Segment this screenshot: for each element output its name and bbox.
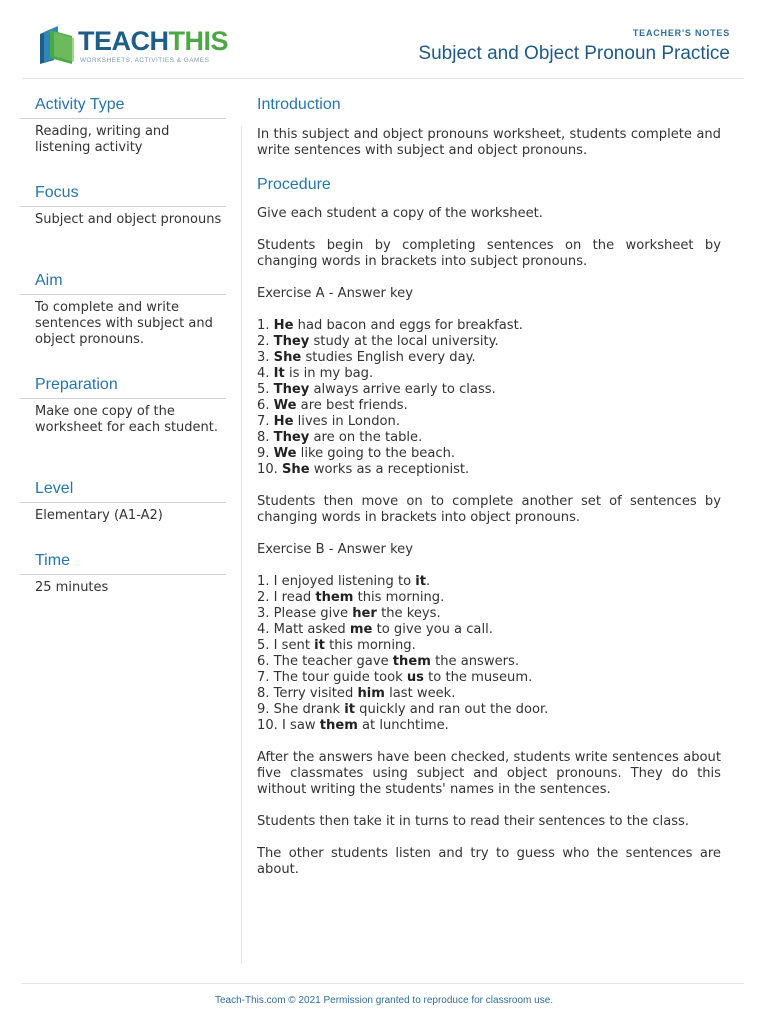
answer-item: 6. We are best friends. [257, 398, 408, 413]
info-sidebar [20, 92, 226, 608]
introduction-heading: Introduction [257, 96, 341, 113]
sidebar-heading: Activity Type [35, 96, 125, 113]
answer-item: 9. We like going to the beach. [257, 446, 456, 461]
footer-divider [22, 983, 744, 984]
sidebar-text: Subject and object pronouns [35, 212, 222, 227]
main-content [257, 92, 721, 878]
procedure-step-3: Students then move on to complete another set of sentences by changing words in brackets into object pronouns. [257, 494, 721, 525]
sidebar-text: Elementary (A1-A2) [35, 508, 163, 523]
answer-item: 7. The tour guide took us to the museum. [257, 670, 533, 685]
sidebar-heading: Focus [35, 184, 79, 201]
answer-item: 1. He had bacon and eggs for breakfast. [257, 318, 523, 333]
teachers-notes-label: TEACHER'S NOTES [632, 28, 730, 38]
sidebar-focus [20, 180, 226, 268]
answer-item: 4. Matt asked me to give you a call. [257, 622, 493, 637]
answer-item: 3. She studies English every day. [257, 350, 476, 365]
answer-item: 5. They always arrive early to class. [257, 382, 496, 397]
procedure-step-2: Students begin by completing sentences on the worksheet by changing words in brackets into subject pronouns. [257, 238, 721, 269]
logo-teach: TEACH [78, 26, 169, 56]
procedure-step-4: After the answers have been checked, students write sentences about five classmates using subject and object pronouns. They do this without writing the students' names in the sentences. [257, 750, 721, 797]
procedure-heading: Procedure [257, 176, 331, 193]
answer-item: 7. He lives in London. [257, 414, 400, 429]
answer-item: 4. It is in my bag. [257, 366, 374, 381]
book-icon [36, 26, 76, 66]
sidebar-time [20, 548, 226, 608]
page-title: Subject and Object Pronoun Practice [418, 43, 730, 64]
answer-item: 8. Terry visited him last week. [257, 686, 456, 701]
sidebar-text: To complete and write sentences with subject and object pronouns. [35, 300, 213, 347]
answer-item: 10. She works as a receptionist. [257, 462, 470, 477]
sidebar-text: Reading, writing and listening activity [35, 124, 170, 155]
copyright-footer: Teach-This.com © 2021 Permission granted to reproduce for classroom use. [214, 995, 554, 1006]
sidebar-heading: Aim [35, 272, 63, 289]
exercise-b-answers [257, 574, 721, 734]
sidebar-heading: Level [35, 480, 74, 497]
exercise-a-answers [257, 318, 721, 478]
logo-wordmark [78, 26, 228, 56]
answer-item: 2. They study at the local university. [257, 334, 499, 349]
exercise-a-label: Exercise A - Answer key [257, 286, 413, 301]
sidebar-heading: Preparation [35, 376, 118, 393]
header-divider [22, 78, 744, 79]
procedure-step-1: Give each student a copy of the worksheet. [257, 206, 543, 221]
sidebar-text: Make one copy of the worksheet for each student. [35, 404, 219, 435]
answer-item: 9. She drank it quickly and ran out the door. [257, 702, 549, 717]
column-divider [241, 126, 242, 964]
answer-item: 3. Please give her the keys. [257, 606, 441, 621]
logo-tagline: WORKSHEETS, ACTIVITIES & GAMES [80, 57, 210, 64]
sidebar-aim [20, 268, 226, 372]
answer-item: 2. I read them this morning. [257, 590, 445, 605]
procedure-step-5: Students then take it in turns to read their sentences to the class. [257, 814, 690, 829]
teach-this-logo [36, 24, 236, 70]
procedure-step-6: The other students listen and try to guess who the sentences are about. [257, 846, 721, 877]
answer-item: 5. I sent it this morning. [257, 638, 416, 653]
sidebar-text: 25 minutes [35, 580, 109, 595]
answer-item: 1. I enjoyed listening to it. [257, 574, 431, 589]
answer-item: 6. The teacher gave them the answers. [257, 654, 519, 669]
answer-item: 10. I saw them at lunchtime. [257, 718, 449, 733]
exercise-b-label: Exercise B - Answer key [257, 542, 413, 557]
sidebar-activity-type [20, 92, 226, 180]
sidebar-level [20, 476, 226, 548]
sidebar-preparation [20, 372, 226, 476]
sidebar-heading: Time [35, 552, 70, 569]
page-header [0, 0, 768, 78]
logo-this: THIS [168, 26, 229, 56]
introduction-text: In this subject and object pronouns worksheet, students complete and write sentences with subject and object pronouns. [257, 127, 721, 158]
answer-item: 8. They are on the table. [257, 430, 423, 445]
